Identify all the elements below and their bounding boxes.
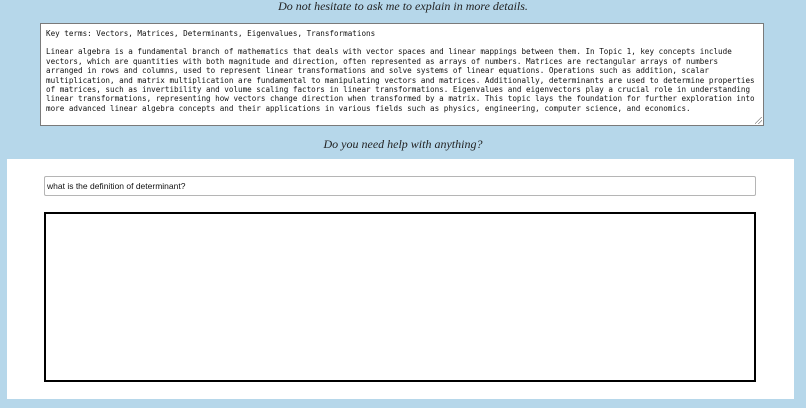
notes-body-text: Linear algebra is a fundamental branch of mathematics that deals with vector spaces and linear mappings between them. In Topic 1, key concepts include vectors, which are quantities with both magnitude and direction, often represented as arrays of numbers. Matrices are rectangular arrays of numbers arranged in rows and columns, used to represent linear transformations and solve systems of linear equations. Operations such as addition, scalar multiplication, and matrix multiplication are fundamental to manipulating vectors and matrices. Additionally, determinants are used to determine properties of matrices, such as invertibility and volume scaling factors in linear transformations. Eigenvalues and eigenvectors play a crucial role in understanding linear transformations, representing how vectors change direction when transformed by a matrix. This topic lays the foundation for further exploration into more advanced linear algebra concepts and their applications in various fields such as physics, engineering, computer science, and economics.	[46, 47, 755, 113]
question-panel	[7, 159, 794, 399]
resize-grip-icon[interactable]	[755, 117, 762, 124]
topic-notes-textarea[interactable]	[40, 23, 764, 126]
question-input[interactable]	[44, 176, 756, 196]
help-prompt: Do you need help with anything?	[323, 137, 483, 151]
key-terms-line: Key terms: Vectors, Matrices, Determinants, Eigenvalues, Transformations	[46, 29, 376, 38]
answer-output-box[interactable]	[44, 212, 756, 382]
top-note: Do not hesitate to ask me to explain in more details.	[278, 0, 528, 13]
